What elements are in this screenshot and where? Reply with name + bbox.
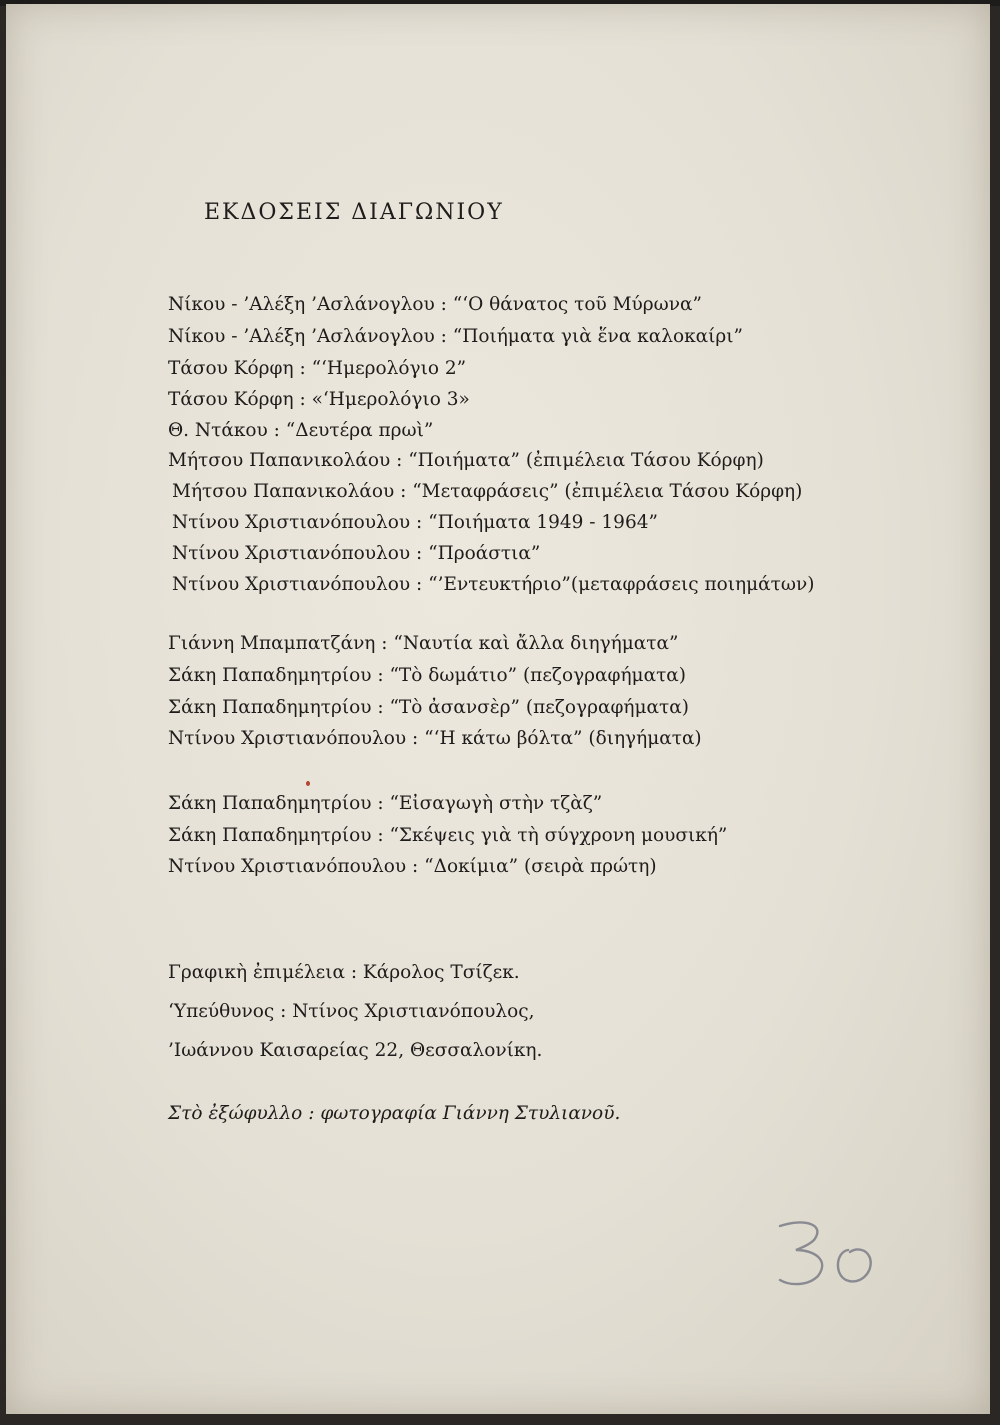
list-item: Σάκη Παπαδημητρίου : “Τὸ ἀσανσὲρ” (πεζογραφήματα) (168, 697, 689, 718)
list-item: Νίκου - ’Αλέξη ’Ασλάνογλου : “‘Ο θάνατος τοῦ Μύρωνα” (168, 294, 702, 315)
list-item: Μήτσου Παπανικολάου : “Ποιήματα” (ἐπιμέλεια Τάσου Κόρφη) (168, 450, 764, 471)
book-page (6, 4, 990, 1414)
ink-dot (306, 781, 310, 786)
list-item: Θ. Ντάκου : “Δευτέρα πρωὶ” (168, 420, 434, 441)
list-item: Τάσου Κόρφη : «‘Ημερολόγιο 3» (168, 389, 470, 410)
list-item: Γιάννη Μπαμπατζάνη : “Ναυτία καὶ ἄλλα διηγήματα” (168, 633, 679, 654)
list-item: Σάκη Παπαδημητρίου : “Εἰσαγωγὴ στὴν τζὰζ” (168, 793, 603, 814)
handwritten-number-mark (774, 1216, 884, 1296)
list-item: Νίκου - ’Αλέξη ’Ασλάνογλου : “Ποιήματα γιὰ ἕνα καλοκαίρι” (168, 326, 743, 347)
list-item: Μήτσου Παπανικολάου : “Μεταφράσεις” (ἐπιμέλεια Τάσου Κόρφη) (172, 481, 803, 502)
list-item: Ντίνου Χριστιανόπουλου : “’Εντευκτήριο”(μεταφράσεις ποιημάτων) (172, 574, 815, 595)
credit-line: ‘Υπεύθυνος : Ντίνος Χριστιανόπουλος, (168, 1001, 535, 1022)
list-item: Ντίνου Χριστιανόπουλου : “‘Η κάτω βόλτα” (διηγήματα) (168, 728, 702, 749)
list-item: Ντίνου Χριστιανόπουλου : “Ποιήματα 1949 - 1964” (172, 512, 658, 533)
cover-note: Στὸ ἐξώφυλλο : φωτογραφία Γιάννη Στυλιανοῦ. (168, 1103, 621, 1124)
list-item: Ντίνου Χριστιανόπουλου : “Προάστια” (172, 543, 541, 564)
credit-line: Γραφικὴ ἐπιμέλεια : Κάρολος Τσίζεκ. (168, 962, 520, 983)
credit-line: ’Ιωάννου Καισαρείας 22, Θεσσαλονίκη. (168, 1040, 543, 1061)
publisher-heading: ΕΚΔΟΣΕΙΣ ΔΙΑΓΩΝΙΟΥ (204, 200, 504, 225)
list-item: Σάκη Παπαδημητρίου : “Σκέψεις γιὰ τὴ σύγχρονη μουσική” (168, 825, 728, 846)
list-item: Σάκη Παπαδημητρίου : “Τὸ δωμάτιο” (πεζογραφήματα) (168, 665, 687, 686)
list-item: Τάσου Κόρφη : “‘Ημερολόγιο 2” (168, 358, 467, 379)
list-item: Ντίνου Χριστιανόπουλου : “Δοκίμια” (σειρὰ πρώτη) (168, 856, 657, 877)
